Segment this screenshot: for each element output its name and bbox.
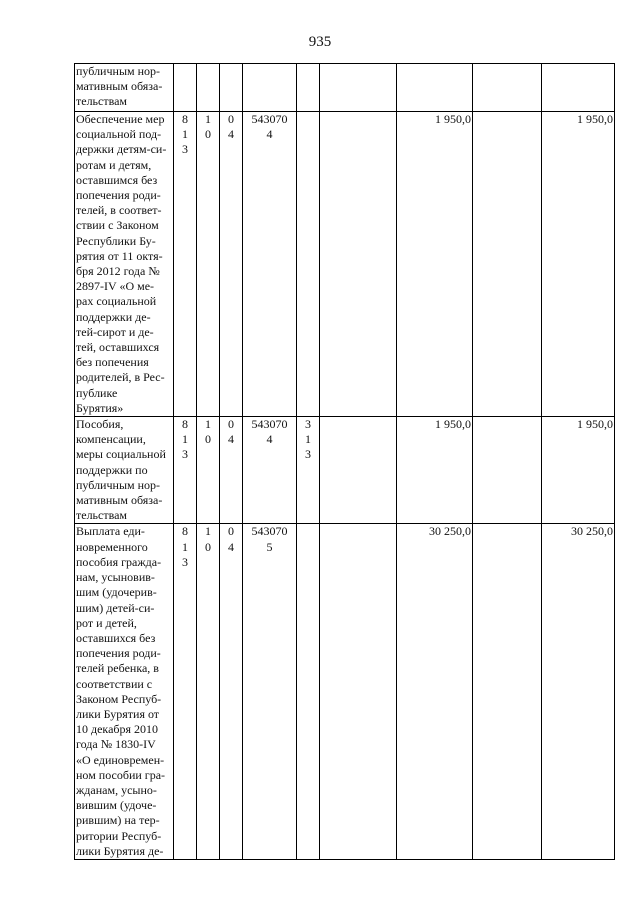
expense-name-cell-line: поддержки де- [76, 309, 151, 324]
amount-cell-2: 1 950,0 [397, 112, 473, 417]
rz-code-cell-line: 1 [205, 112, 211, 126]
amount-cell-1 [320, 112, 397, 417]
amount-cell-4 [542, 64, 615, 112]
expense-name-cell-line: без попечения [76, 355, 149, 370]
expense-name-cell-line: вившим (удоче- [76, 798, 157, 813]
expense-name-cell-line: нам, усыновив- [76, 570, 155, 585]
gr-code-cell [174, 112, 197, 417]
rz-code-cell [197, 417, 220, 524]
expense-name-cell-line: публичным нор- [76, 477, 161, 492]
expense-name-cell-line: Республики Бу- [76, 233, 156, 248]
gr-code-cell-line: 8 [182, 417, 188, 432]
expense-name-cell-line: рятия от 11 октя- [76, 248, 163, 263]
pr-code-cell-line: 4 [228, 432, 234, 447]
gr-code-cell-line: 8 [182, 112, 188, 126]
vr-code-cell [297, 112, 320, 417]
expense-name-cell-line: жданам, усыно- [76, 782, 157, 797]
expense-name-cell-line: 2897-IV «О ме- [76, 279, 155, 294]
expense-name-cell-line: Пособия, [76, 417, 124, 432]
amount-cell-1 [320, 64, 397, 112]
expense-name-cell-line: новременного [76, 539, 148, 554]
expense-name-cell-line: мативным обяза- [76, 79, 163, 94]
pr-code-cell-line: 4 [228, 539, 234, 554]
expense-name-cell-line: телей, в соответ- [76, 203, 162, 218]
expense-name-cell-line: Законом Респуб- [76, 691, 162, 706]
cs-code-cell [243, 64, 297, 112]
vr-code-cell [297, 64, 320, 112]
expense-name-cell-line: ствии с Законом [76, 218, 159, 233]
expense-name-cell-line: пособия гражда- [76, 554, 162, 569]
expense-name-cell-line: меры социальной [76, 447, 166, 462]
expense-name-cell-line: ритории Респуб- [76, 828, 162, 843]
pr-code-cell [220, 64, 243, 112]
expense-name-cell-line: оставшимся без [76, 172, 158, 187]
table-row [75, 417, 615, 524]
gr-code-cell [174, 64, 197, 112]
vr-code-cell-line: 3 [305, 447, 311, 462]
pr-code-cell-line: 4 [228, 127, 234, 142]
expense-name-cell-line: тельствам [76, 94, 128, 109]
expense-name-cell-line: 10 декабря 2010 [76, 722, 159, 737]
expense-name-cell-line: ротам и детям, [76, 157, 152, 172]
expense-name-cell [75, 112, 174, 417]
amount-cell-3 [473, 64, 542, 112]
rz-code-cell-line: 0 [205, 539, 211, 554]
gr-code-cell-line: 1 [182, 539, 188, 554]
gr-code-cell-line: 3 [182, 447, 188, 462]
pr-code-cell [220, 524, 243, 859]
gr-code-cell-line: 1 [182, 127, 188, 142]
amount-cell-3 [473, 417, 542, 524]
vr-code-cell [297, 417, 320, 524]
expense-name-cell-line: тей-сирот и де- [76, 324, 154, 339]
cs-code-cell [243, 112, 297, 417]
page-number: 935 [308, 34, 332, 50]
expense-name-cell-line: попечения роди- [76, 646, 161, 661]
amount-cell-4: 30 250,0 [542, 524, 615, 859]
expense-name-cell-line: лики Бурятия де- [76, 843, 164, 858]
expense-name-cell-line: родителей, в Рес- [76, 370, 165, 385]
gr-code-cell-line: 1 [182, 432, 188, 447]
expense-name-cell-line: телей ребенка, в [76, 661, 159, 676]
vr-code-cell-line: 3 [305, 417, 311, 432]
amount-cell-1 [320, 417, 397, 524]
expense-name-cell-line: поддержки по [76, 462, 148, 477]
amount-cell-4: 1 950,0 [542, 112, 615, 417]
rz-code-cell [197, 112, 220, 417]
pr-code-cell [220, 417, 243, 524]
amount-cell-4: 1 950,0 [542, 417, 615, 524]
expense-name-cell-line: соответствии с [76, 676, 153, 691]
cs-code-cell-line: 543070 [251, 417, 288, 432]
expense-name-cell-line: Обеспечение мер [76, 112, 165, 126]
expense-name-cell-line: попечения роди- [76, 188, 161, 203]
expense-name-cell-line: публичным нор- [76, 64, 161, 78]
amount-cell-3 [473, 112, 542, 417]
expense-name-cell-line: бря 2012 года № [76, 264, 160, 279]
expense-name-cell-line: публике [76, 385, 118, 400]
vr-code-cell [297, 524, 320, 859]
amount-cell-1 [320, 524, 397, 859]
cs-code-cell [243, 417, 297, 524]
expense-name-cell-line: лики Бурятия от [76, 706, 160, 721]
gr-code-cell [174, 524, 197, 859]
amount-cell-2 [397, 64, 473, 112]
rz-code-cell-line: 0 [205, 432, 211, 447]
expense-name-cell-line: тельствам [76, 508, 128, 523]
expense-name-cell-line: ном пособии гра- [76, 767, 166, 782]
pr-code-cell-line: 0 [228, 112, 234, 126]
expense-name-cell-line: рот и детей, [76, 615, 137, 630]
amount-cell-2: 30 250,0 [397, 524, 473, 859]
rz-code-cell [197, 64, 220, 112]
pr-code-cell-line: 0 [228, 524, 234, 539]
cs-code-cell-line: 4 [266, 432, 273, 447]
expense-name-cell-line: тей, оставшихся [76, 340, 160, 355]
amount-cell-3 [473, 524, 542, 859]
expense-name-cell-line: «О единовремен- [76, 752, 165, 767]
expense-name-cell [75, 417, 174, 524]
gr-code-cell-line: 8 [182, 524, 188, 539]
rz-code-cell [197, 524, 220, 859]
expense-name-cell-line: рившим) на тер- [76, 813, 160, 828]
expense-name-cell-line: держки детям-си- [76, 142, 167, 157]
rz-code-cell-line: 1 [205, 524, 211, 539]
pr-code-cell-line: 0 [228, 417, 234, 432]
rz-code-cell-line: 1 [205, 417, 211, 432]
cs-code-cell-line: 4 [266, 127, 273, 142]
expense-name-cell-line: компенсации, [76, 432, 146, 447]
amount-cell-2: 1 950,0 [397, 417, 473, 524]
cs-code-cell-line: 5 [266, 539, 273, 554]
cs-code-cell [243, 524, 297, 859]
rz-code-cell-line: 0 [205, 127, 211, 142]
table-row [75, 64, 615, 112]
expense-name-cell-line: оставшихся без [76, 630, 156, 645]
cs-code-cell-line: 543070 [251, 112, 288, 126]
gr-code-cell [174, 417, 197, 524]
expense-name-cell-line: мативным обяза- [76, 493, 163, 508]
table-row [75, 524, 615, 859]
expense-name-cell [75, 64, 174, 112]
expense-name-cell-line: социальной под- [76, 127, 162, 142]
expense-name-cell-line: шим (удочерив- [76, 585, 157, 600]
expense-name-cell [75, 524, 174, 859]
expense-name-cell-line: Выплата еди- [76, 524, 145, 539]
expense-name-cell-line: рах социальной [76, 294, 157, 309]
budget-table [74, 63, 615, 860]
gr-code-cell-line: 3 [182, 554, 188, 569]
expense-name-cell-line: Бурятия» [76, 400, 124, 415]
gr-code-cell-line: 3 [182, 142, 188, 157]
expense-name-cell-line: шим) детей-си- [76, 600, 155, 615]
pr-code-cell [220, 112, 243, 417]
vr-code-cell-line: 1 [305, 432, 311, 447]
cs-code-cell-line: 543070 [251, 524, 288, 539]
table-row [75, 112, 615, 417]
expense-name-cell-line: года № 1830-IV [76, 737, 156, 752]
